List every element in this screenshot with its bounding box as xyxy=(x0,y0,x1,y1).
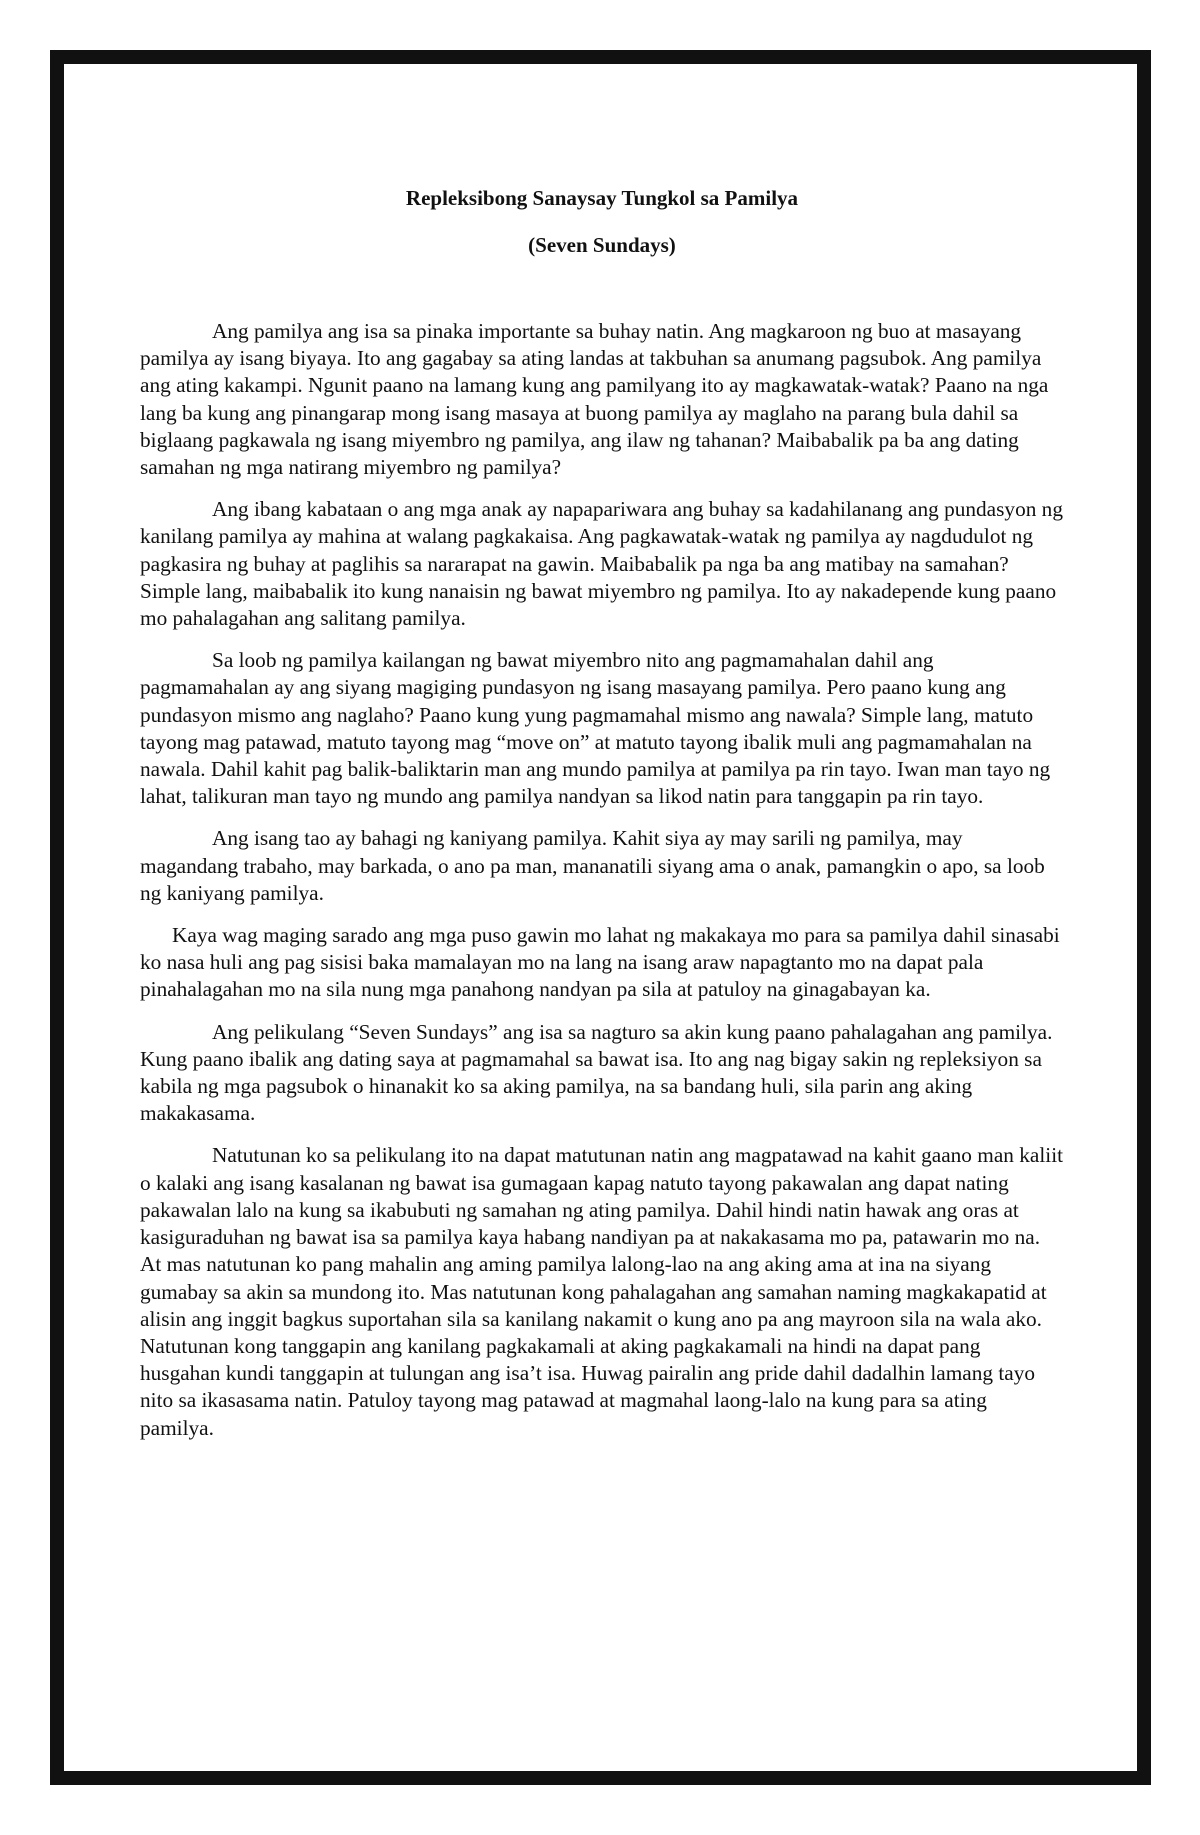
paragraph-1: Ang pamilya ang isa sa pinaka importante sa buhay natin. Ang magkaroon ng buo at masayang pamilya ay isang biyaya. Ito ang gagabay sa ating landas at takbuhan sa anumang pagsubok. Ang pamilya ang ating kakampi. Ngunit paano na lamang kung ang pamilyang ito ay magkawatak-watak? Paano na nga lang ba kung ang pinangarap mong isang masaya at buong pamilya ay maglaho na parang bula dahil sa biglaang pagkawala ng isang miyembro ng pamilya, ang ilaw ng tahanan? Maibabalik pa ba ang dating samahan ng mga natirang miyembro ng pamilya? xyxy=(140,319,1049,480)
document-content xyxy=(140,185,1064,1457)
paragraph-3: Sa loob ng pamilya kailangan ng bawat miyembro nito ang pagmamahalan dahil ang pagmamahalan ay ang siyang magiging pundasyon ng isang masayang pamilya. Pero paano kung ang pundasyon mismo ang naglaho? Paano kung yung pagmamahal mismo ang nawala? Simple lang, matuto tayong mag patawad, matuto tayong mag “move on” at matuto tayong ibalik muli ang pagmamahalan na nawala. Dahil kahit pag balik-baliktarin man ang mundo pamilya at pamilya pa rin tayo. Iwan man tayo ng lahat, talikuran man tayo ng mundo ang pamilya nandyan sa likod natin para tanggapin pa rin tayo. xyxy=(140,648,1051,809)
document-subtitle: (Seven Sundays) xyxy=(528,233,676,257)
paragraph-5: Kaya wag maging sarado ang mga puso gawin mo lahat ng makakaya mo para sa pamilya dahil sinasabi ko nasa huli ang pag sisisi baka mamalayan mo na lang na isang araw napagtanto mo na dapat pala pinahalagahan mo na sila nung mga panahong nandyan pa sila at patuloy na ginagabayan ka. xyxy=(140,923,1060,1002)
paragraph-7: Natutunan ko sa pelikulang ito na dapat matutunan natin ang magpatawad na kahit gaano man kaliit o kalaki ang isang kasalanan ng bawat isa gumagaan kapag natuto tayong pakawalan ang dapat nating pakawalan lalo na kung sa ikabubuti ng samahan ng ating pamilya. Dahil hindi natin hawak ang oras at kasiguraduhan ng bawat isa sa pamilya kaya habang nandiyan pa at nakakasama mo pa, patawarin mo na. At mas natutunan ko pang mahalin ang aming pamilya lalong-lao na ang aking ama at ina na siyang gumabay sa akin sa mundong ito. Mas natutunan kong pahalagahan ang samahan naming magkakapatid at alisin ang inggit bagkus suportahan sila sa kanilang nakamit o kung ano pa ang mayroon sila na wala ako. Natutunan kong tanggapin ang kanilang pagkakamali at aking pagkakamali na hindi na dapat pang husgahan kundi tanggapin at tulungan ang isa’t isa. Huwag pairalin ang pride dahil dadalhin lamang tayo nito sa ikasasama natin. Patuloy tayong mag patawad at magmahal laong-lalo na kung para sa ating pamilya. xyxy=(140,1143,1064,1440)
paragraph-4: Ang isang tao ay bahagi ng kaniyang pamilya. Kahit siya ay may sarili ng pamilya, may magandang trabaho, may barkada, o ano pa man, mananatili siyang ama o anak, pamangkin o apo, sa loob ng kaniyang pamilya. xyxy=(140,826,1045,905)
paragraph-2: Ang ibang kabataan o ang mga anak ay napapariwara ang buhay sa kadahilanang ang pundasyon ng kanilang pamilya ay mahina at walang pagkakaisa. Ang pagkawatak-watak ng pamilya ay nagdudulot ng pagkasira ng buhay at paglihis sa nararapat na gawin. Maibabalik pa nga ba ang matibay na samahan? Simple lang, maibabalik ito kung nanaisin ng bawat miyembro ng pamilya. Ito ay nakadepende kung paano mo pahalagahan ang salitang pamilya. xyxy=(140,497,1063,631)
essay-body xyxy=(140,318,1064,1442)
document-title: Repleksibong Sanaysay Tungkol sa Pamilya xyxy=(405,186,799,210)
paragraph-6: Ang pelikulang “Seven Sundays” ang isa sa nagturo sa akin kung paano pahalagahan ang pamilya. Kung paano ibalik ang dating saya at pagmamahal sa bawat isa. Ito ang nag bigay sakin ng repleksiyon sa kabila ng mga pagsubok o hinanakit ko sa aking pamilya, na sa bandang huli, sila parin ang aking makakasama. xyxy=(140,1019,1053,1126)
